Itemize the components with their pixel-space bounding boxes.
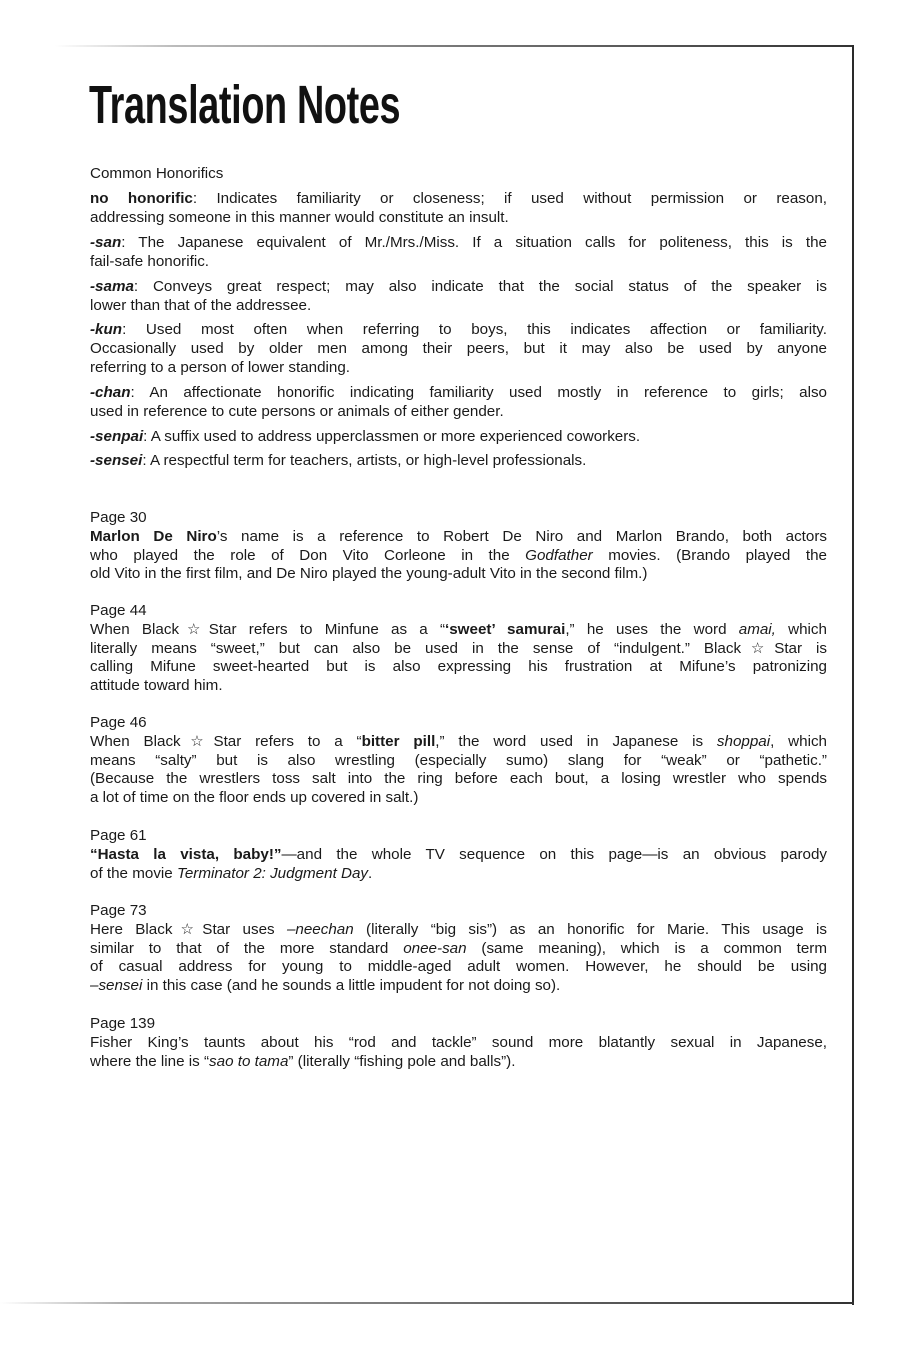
- body-text: used in reference to cute persons or animals of either gender.: [90, 402, 504, 420]
- body-text: old Vito in the first film, and De Niro played the young-adult Vito in the second film.): [90, 565, 648, 583]
- body-text: : The Japanese equivalent of Mr./Mrs./Miss. If a situation calls for politeness, this is the: [121, 234, 827, 251]
- body-text: ’s name is a reference to Robert De Niro and Marlon Brando, both actors: [216, 527, 827, 545]
- body-text: fail-safe honorific.: [90, 252, 210, 270]
- honorifics-heading: [90, 165, 827, 184]
- term-text: bitter pill: [361, 732, 436, 750]
- text-line: [90, 865, 827, 884]
- body-text: addressing someone in this manner would constitute an insult.: [90, 208, 509, 226]
- page-note: [90, 827, 827, 883]
- text-line: [90, 977, 827, 996]
- text-line: [90, 565, 827, 584]
- text-line: [90, 677, 827, 696]
- text-line: [90, 278, 827, 297]
- body-text: ” (literally “fishing pole and balls”).: [288, 1052, 516, 1070]
- page-note-label: Page 30: [90, 509, 147, 526]
- honorific-entry: [90, 234, 827, 272]
- text-line: [90, 384, 827, 403]
- page-note-label: Page 46: [90, 714, 147, 731]
- text-line: [90, 428, 827, 447]
- text-line: [90, 770, 827, 789]
- text-line: [90, 846, 827, 865]
- frame-border-top: [55, 45, 854, 47]
- body-text: where the line is “: [90, 1052, 210, 1070]
- page-title: Translation Notes: [89, 75, 401, 135]
- italic-text: Godfather: [525, 546, 593, 564]
- text-line: [90, 452, 827, 471]
- body-text: Occasionally used by older men among their peers, but it may also be used by anyone: [90, 339, 827, 357]
- body-text: literally means “sweet,” but can also be used in the sense of “indulgent.” Black☆Star is: [90, 639, 827, 657]
- body-text: (same meaning), which is a common term: [466, 939, 827, 957]
- honorific-entry: [90, 190, 827, 228]
- body-text: (literally “big sis”) as an honorific for Marie. This usage is: [353, 920, 827, 938]
- honorific-entry: [90, 384, 827, 422]
- term-text: no honorific: [90, 190, 193, 207]
- page-note-label: Page 61: [90, 827, 147, 844]
- body-text: lower than that of the addressee.: [90, 296, 312, 314]
- text-line: [90, 921, 827, 940]
- text-line: [90, 640, 827, 659]
- body-text: : A suffix used to address upperclassmen or more experienced coworkers.: [143, 428, 641, 445]
- body-text: similar to that of the more standard: [90, 939, 404, 957]
- text-line: [90, 321, 827, 340]
- honorific-entry: [90, 428, 827, 447]
- body-text: : An affectionate honorific indicating familiarity used mostly in reference to girls; also: [130, 384, 827, 401]
- term-text: “Hasta la vista, baby!”: [90, 845, 282, 863]
- page-note: [90, 602, 827, 696]
- body-text: ,” the word used in Japanese is: [435, 732, 717, 750]
- frame-border-bottom: [0, 1302, 854, 1304]
- honorifics-heading-text: Common Honorifics: [90, 165, 224, 182]
- page-note-label: Page 73: [90, 902, 147, 919]
- page-note-label: Page 44: [90, 602, 147, 619]
- body-text: : Conveys great respect; may also indicate that the social status of the speaker is: [133, 278, 827, 295]
- body-text: : Used most often when referring to boys, this indicates affection or familiarity.: [122, 321, 827, 338]
- body-text: : A respectful term for teachers, artists, or high-level professionals.: [142, 452, 587, 469]
- italic-text: onee-san: [403, 939, 467, 957]
- page-note: [90, 509, 827, 584]
- body-text: (Because the wrestlers toss salt into the ring before each bout, a losing wrestler who spends: [90, 770, 827, 788]
- text-line: [90, 253, 827, 272]
- italic-text: shoppai: [716, 732, 771, 750]
- body-text: When Black☆Star refers to a “: [90, 732, 362, 750]
- body-text: referring to a person of lower standing.: [90, 358, 351, 376]
- italic-text: –neechan: [286, 920, 354, 938]
- body-text: calling Mifune sweet-hearted but is also expressing his frustration at Mifune’s patronizing: [90, 658, 827, 676]
- frame-border-right: [852, 45, 854, 1305]
- text-line: [90, 958, 827, 977]
- honorific-entry: [90, 321, 827, 377]
- text-line: [90, 752, 827, 771]
- text-line: [90, 359, 827, 378]
- text-line: [90, 658, 827, 677]
- body-text: —and the whole TV sequence on this page—is an obvious parody: [281, 845, 827, 863]
- term-text: ‘sweet’ samurai: [445, 620, 566, 638]
- term-text: -chan: [90, 384, 131, 401]
- honorific-entry: [90, 452, 827, 471]
- body-text: of casual address for young to middle-aged adult women. However, he should be using: [90, 958, 827, 976]
- body-text: : Indicates familiarity or closeness; if used without permission or reason,: [192, 190, 827, 207]
- body-text: .: [368, 864, 373, 882]
- page-note: [90, 1015, 827, 1071]
- body-text: which: [775, 620, 827, 638]
- italic-text: –sensei: [90, 977, 143, 995]
- body-text: When Black☆Star refers to Minfune as a “: [90, 620, 446, 638]
- italic-text: Terminator 2: Judgment Day: [176, 864, 369, 882]
- body-text: attitude toward him.: [90, 677, 223, 695]
- italic-text: sao to tama: [209, 1052, 289, 1070]
- page-note: [90, 714, 827, 808]
- text-line: [90, 190, 827, 209]
- body-text: movies. (Brando played the: [592, 546, 827, 564]
- text-line: [90, 297, 827, 316]
- body-text: who played the role of Don Vito Corleone in the: [90, 546, 526, 564]
- italic-text: amai,: [738, 620, 776, 638]
- body-text: Here Black☆Star uses: [90, 920, 287, 938]
- body-text: Fisher King’s taunts about his “rod and tackle” sound more blatantly sexual in Japanese,: [90, 1033, 827, 1051]
- text-line: [90, 1034, 827, 1053]
- text-line: [90, 789, 827, 808]
- term-text: -senpai: [90, 428, 144, 445]
- honorific-entry: [90, 278, 827, 316]
- text-line: [90, 547, 827, 566]
- page-note: [90, 902, 827, 996]
- page-note-label: Page 139: [90, 1015, 156, 1032]
- text-line: [90, 403, 827, 422]
- term-text: -san: [90, 234, 122, 251]
- body-text: a lot of time on the floor ends up covered in salt.): [90, 789, 419, 807]
- term-text: -sensei: [90, 452, 143, 469]
- text-line: [90, 528, 827, 547]
- text-line: [90, 234, 827, 253]
- text-line: [90, 209, 827, 228]
- text-line: [90, 621, 827, 640]
- term-text: -kun: [90, 321, 123, 338]
- text-line: [90, 1053, 827, 1072]
- term-text: -sama: [90, 278, 134, 295]
- body-text: of the movie: [90, 864, 177, 882]
- body-text: in this case (and he sounds a little impudent for not doing so).: [142, 977, 561, 995]
- term-text: Marlon De Niro: [90, 527, 217, 545]
- body-text: means “salty” but is also wrestling (especially sumo) slang for “weak” or “pathetic.”: [90, 751, 827, 769]
- body-text: , which: [770, 732, 827, 750]
- text-line: [90, 340, 827, 359]
- text-line: [90, 733, 827, 752]
- text-line: [90, 940, 827, 959]
- body-text: ,” he uses the word: [565, 620, 739, 638]
